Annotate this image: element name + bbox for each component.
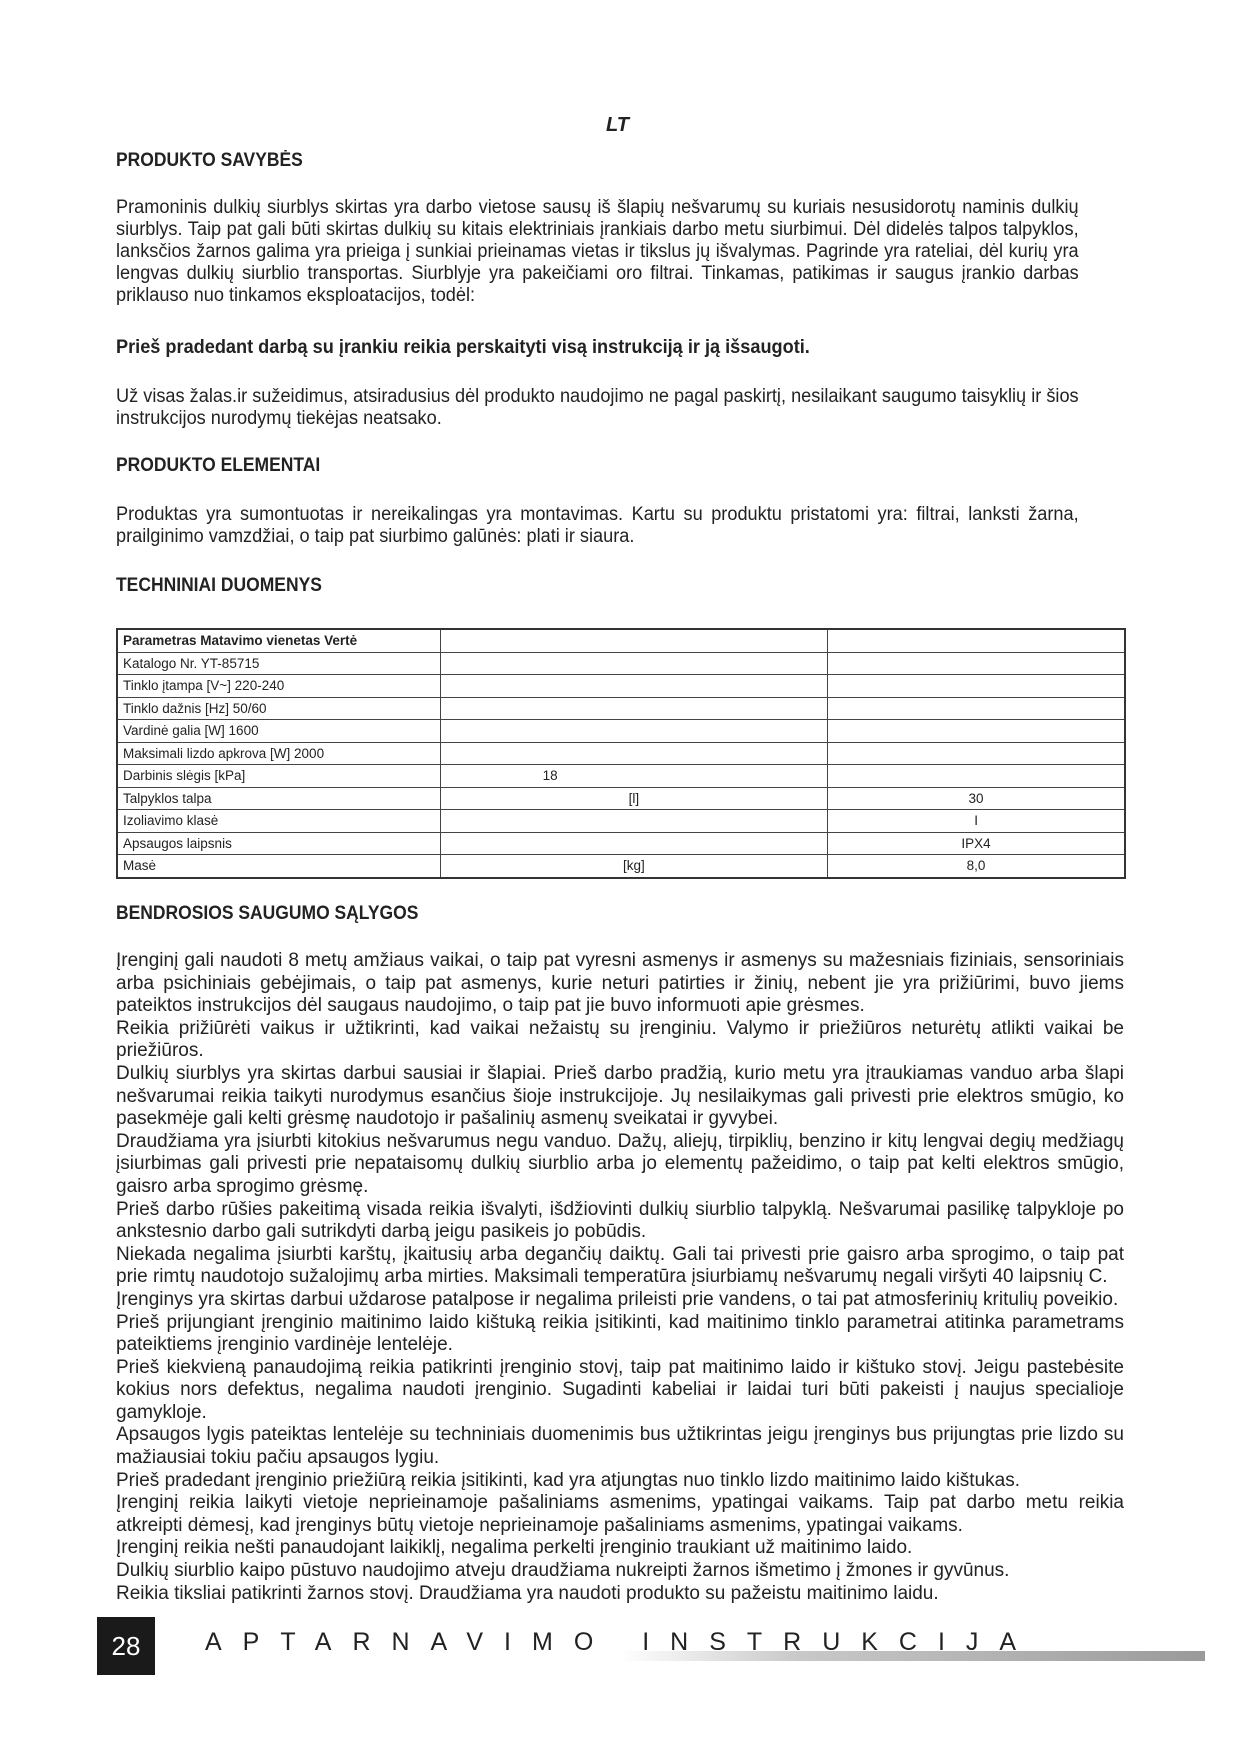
table-cell: Katalogo Nr. YT-85715 (117, 652, 440, 675)
table-row (117, 675, 1125, 698)
safety-paragraph: Įrenginį reikia nešti panaudojant laikiklį, negalima perkelti įrenginio traukiant už maitinimo laido. (116, 1537, 913, 1559)
safety-paragraph: Dulkių siurblys yra skirtas darbui sausiai ir šlapiai. Prieš darbo pradžią, kurio metu yra įtraukiamas vanduo arba šlapi nešvarumai reikia taikyti nurodymus esančius šioje instrukcijoje. Jų nesilaikymas gali privesti prie elektros smūgio, ko pasekmėje gali kelti grėsmę naudotojo ir pašalinių asmenų sveikatai ir gyvybei. (116, 1062, 1124, 1130)
table-row (117, 765, 1125, 788)
table-cell (440, 832, 827, 855)
table-cell (828, 675, 1125, 698)
safety-paragraph: Niekada negalima įsiurbti karštų, įkaitusių arba degančių daiktų. Gali tai privesti prie gaisro arba sprogimo, o taip pat prie rimtų naudotojo sužalojimų arba mirties. Maksimali temperatūra įsiurbiamų nešvarumų negali viršyti 40 laipsnių C. (116, 1243, 1124, 1288)
safety-paragraph: Prieš darbo rūšies pakeitimą visada reikia išvalyti, išdžiovinti dulkių siurblio talpyklą. Nešvarumai pasilikę talpykloje po ankstesnio darbo gali sutrikdyti darbą jeigu pasikeis jo pobūdis. (116, 1198, 1124, 1243)
table-row (117, 742, 1125, 765)
table-cell: Apsaugos laipsnis (117, 832, 440, 855)
tech-data-table (116, 628, 1126, 879)
table-cell: Maksimali lizdo apkrova [W] 2000 (117, 742, 440, 765)
table-cell (440, 629, 827, 652)
table-cell (440, 652, 827, 675)
safety-paragraph: Prieš pradedant įrenginio priežiūrą reikia įsitikinti, kad yra atjungtas nuo tinklo lizdo maitinimo laido kištukas. (116, 1469, 1020, 1491)
table-cell: Vardinė galia [W] 1600 (117, 720, 440, 743)
table-cell: IPX4 (828, 832, 1125, 855)
safety-paragraph: Reikia tiksliai patikrinti žarnos stovį. Draudžiama yra naudoti produkto su pažeistu maitinimo laidu. (116, 1582, 939, 1604)
table-cell: 18 (440, 765, 827, 788)
table-cell (440, 697, 827, 720)
safety-paragraph: Apsaugos lygis pateiktas lentelėje su techniniais duomenimis bus užtikrintas jeigu įrenginys bus prijungtas prie lizdo su mažiausiai tokiu pačiu apsaugos lygiu. (116, 1424, 1124, 1469)
table-cell (440, 742, 827, 765)
table-cell: [kg] (440, 855, 827, 878)
table-cell: I (828, 810, 1125, 833)
table-row (117, 652, 1125, 675)
features-paragraph: Pramoninis dulkių siurblys skirtas yra darbo vietose sausų iš šlapių nešvarumų su kuriais nesusidorotų naminis dulkių siurblys. Taip pat gali būti skirtas dulkių su kitais elektriniais įrankiais darbo metu siurbimui. Dėl didelės talpos talpyklos, lanksčios žarnos galima yra prieiga į sunkiai prieinamas vietas ir tikslus jų išvalymas. Pagrinde yra rateliai, dėl kurių yra lengvas dulkių siurblio transportas. Siurblyje yra pakeičiami oro filtrai. Tinkamas, patikimas ir saugus įrankio darbas priklauso nuo tinkamos eksploatacijos, todėl: (116, 197, 1079, 306)
safety-paragraph: Prieš prijungiant įrenginio maitinimo laido kištuką reikia įsitikinti, kad maitinimo tinklo parametrai atitinka parametrams pateiktiems įrenginio vardinėje lentelėje. (116, 1311, 1124, 1356)
elements-paragraph: Produktas yra sumontuotas ir nereikalingas yra montavimas. Kartu su produktu pristatomi yra: filtrai, lanksti žarna, prailginimo vamzdžiai, o taip pat siurbimo galūnės: plati ir siaura. (116, 504, 1079, 547)
footer-title: APTARNAVIMO INSTRUKCIJA (205, 1628, 1038, 1656)
safety-text-block (116, 950, 1124, 1605)
safety-paragraph: Dulkių siurblio kaipo pūstuvo naudojimo atveju draudžiama nukreipti žarnos išmetimo į žmones ir gyvūnus. (116, 1560, 1010, 1582)
table-row (117, 720, 1125, 743)
table-cell (828, 697, 1125, 720)
table-cell: 30 (828, 787, 1125, 810)
table-cell: Darbinis slėgis [kPa] (117, 765, 440, 788)
table-cell (440, 720, 827, 743)
table-cell: Talpyklos talpa (117, 787, 440, 810)
tech-data-heading: TECHNINIAI DUOMENYS (116, 575, 322, 596)
table-cell: Masė (117, 855, 440, 878)
table-cell: Tinklo įtampa [V~] 220-240 (117, 675, 440, 698)
table-cell (828, 765, 1125, 788)
safety-heading: BENDROSIOS SAUGUMO SĄLYGOS (116, 903, 419, 924)
table-row (117, 697, 1125, 720)
elements-heading: PRODUKTO ELEMENTAI (116, 455, 321, 476)
table-cell (828, 720, 1125, 743)
table-cell (440, 675, 827, 698)
table-cell (828, 629, 1125, 652)
table-cell (828, 742, 1125, 765)
language-code: LT (606, 114, 629, 136)
table-cell: 8,0 (828, 855, 1125, 878)
safety-paragraph: Reikia prižiūrėti vaikus ir užtikrinti, kad vaikai nežaistų su įrenginiu. Valymo ir priežiūros neturėtų atlikti vaikai be priežiūros. (116, 1017, 1124, 1062)
page-number: 28 (97, 1617, 155, 1675)
safety-paragraph: Įrenginys yra skirtas darbui uždarose patalpose ir negalima prileisti prie vandens, o tai pat atmosferinių kritulių poveikio. (116, 1288, 1119, 1310)
liability-paragraph: Už visas žalas.ir sužeidimus, atsiradusius dėl produkto naudojimo ne pagal paskirtį, nesilaikant saugumo taisyklių ir šios instrukcijos nurodymų tiekėjas neatsako. (116, 386, 1079, 429)
table-row (117, 832, 1125, 855)
table-cell: Parametras Matavimo vienetas Vertė (117, 629, 440, 652)
table-cell (828, 652, 1125, 675)
safety-paragraph: Įrenginį gali naudoti 8 metų amžiaus vaikai, o taip pat vyresni asmenys ir asmenys su mažesniais fiziniais, sensoriniais arba psichiniais gebėjimais, o taip pat asmenys, kurie neturi patirties ir žinių, nebent jie yra prižiūrimi, buvo jiems pateiktos instrukcijos dėl saugaus naudojimo, o taip pat jie buvo informuoti apie grėsmes. (116, 950, 1124, 1017)
table-cell (440, 810, 827, 833)
table-row (117, 855, 1125, 878)
warning-paragraph: Prieš pradedant darbą su įrankiu reikia perskaityti visą instrukciją ir ją išsaugoti. (116, 337, 810, 358)
safety-paragraph: Įrenginį reikia laikyti vietoje neprieinamoje pašaliniams asmenims, ypatingai vaikams. Taip pat darbo metu reikia atkreipti dėmesį, kad įrenginys būtų vietoje neprieinamoje pašaliniams asmenims, ypatingai vaikams. (116, 1492, 1124, 1536)
safety-paragraph: Prieš kiekvieną panaudojimą reikia patikrinti įrenginio stovį, taip pat maitinimo laido ir kištuko stovį. Jeigu pastebėsite kokius nors defektus, negalima naudoti įrenginio. Sugadinti kabeliai ir laidai turi būti pakeisti į naujus specialioje gamykloje. (116, 1356, 1124, 1423)
table-cell: [l] (440, 787, 827, 810)
features-heading: PRODUKTO SAVYBĖS (116, 150, 303, 171)
table-cell: Tinklo dažnis [Hz] 50/60 (117, 697, 440, 720)
table-row (117, 810, 1125, 833)
table-row (117, 629, 1125, 652)
table-cell: Izoliavimo klasė (117, 810, 440, 833)
safety-paragraph: Draudžiama yra įsiurbti kitokius nešvarumus negu vanduo. Dažų, aliejų, tirpiklių, benzino ir kitų lengvai degių medžiagų įsiurbimas gali privesti prie nepataisomų dulkių siurblio arba jo elementų pažeidimo, o taip pat kelti elektros smūgio, gaisro arba sprogimo grėsmę. (116, 1130, 1124, 1197)
table-row (117, 787, 1125, 810)
